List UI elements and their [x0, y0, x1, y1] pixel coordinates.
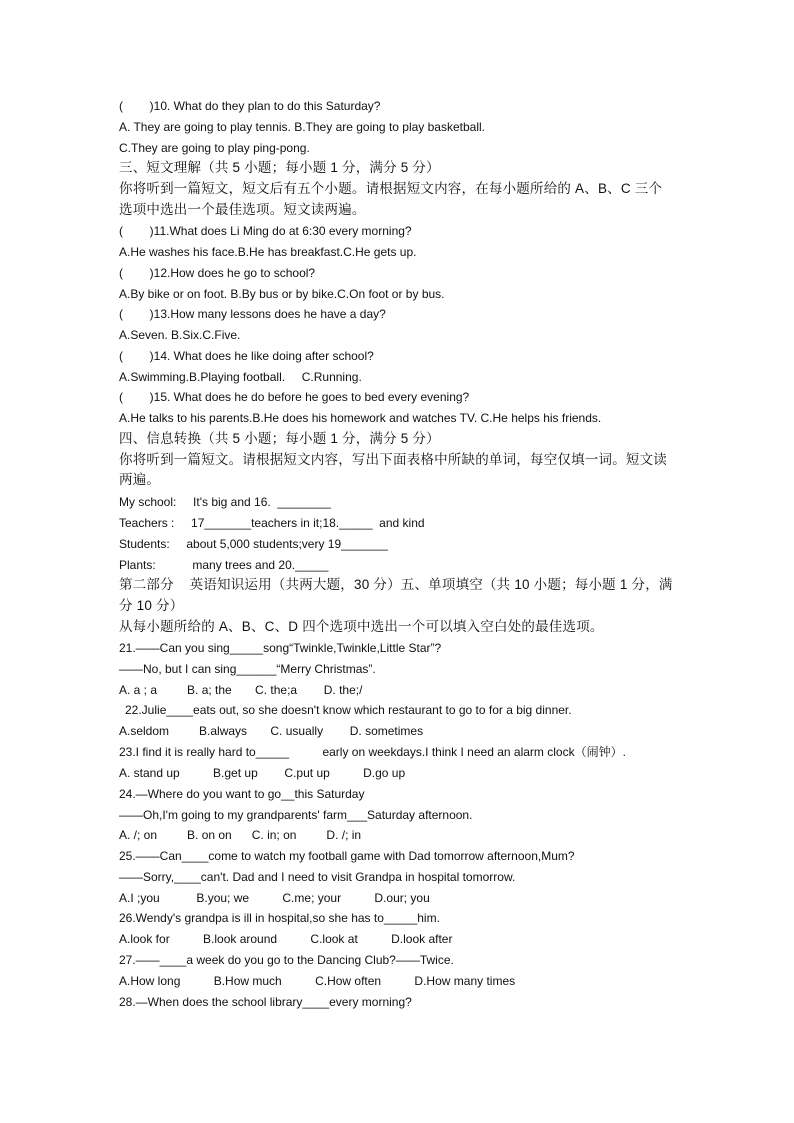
question-25: 25.——Can____come to watch my football game with Dad tomorrow afternoon,Mum? — [119, 849, 575, 863]
question-13: ( )13.How many lessons does he have a day? — [119, 307, 386, 321]
question-21-reply: ——No, but I can sing______“Merry Christmas”. — [119, 662, 376, 676]
question-23-options: A. stand up B.get up C.put up D.go up — [119, 766, 406, 780]
table-row-school: My school: It's big and 16. ________ — [119, 495, 331, 509]
question-10-options-ab: A. They are going to play tennis. B.They are going to play basketball. — [119, 120, 485, 134]
question-14: ( )14. What does he like doing after school? — [119, 349, 374, 363]
section-4-instructions: 你将听到一篇短文。请根据短文内容，写出下面表格中所缺的单词，每空仅填一词。短文读 — [119, 452, 667, 467]
question-15-options: A.He talks to his parents.B.He does his homework and watches TV. C.He helps his friends. — [119, 411, 602, 425]
question-14-options: A.Swimming.B.Playing football. C.Running. — [119, 370, 362, 384]
question-22-options: A.seldom B.always C. usually D. sometimes — [119, 724, 424, 738]
part-2-heading: 第二部分 英语知识运用（共两大题，30 分）五、单项填空（共 10 小题；每小题 1 分，满 — [119, 577, 673, 592]
question-10: ( )10. What do they plan to do this Saturday? — [119, 99, 381, 113]
question-22: 22.Julie____eats out, so she doesn't know which restaurant to go to for a big dinner. — [125, 703, 572, 717]
question-24: 24.—Where do you want to go__this Saturday — [119, 787, 365, 801]
table-row-plants: Plants: many trees and 20._____ — [119, 558, 329, 572]
section-3-instructions-cont: 选项中选出一个最佳选项。短文读两遍。 — [119, 202, 366, 217]
question-12: ( )12.How does he go to school? — [119, 266, 316, 280]
question-26-options: A.look for B.look around C.look at D.look after — [119, 932, 453, 946]
question-11-options: A.He washes his face.B.He has breakfast.C.He gets up. — [119, 245, 417, 259]
question-27-options: A.How long B.How much C.How often D.How many times — [119, 974, 516, 988]
question-11: ( )11.What does Li Ming do at 6:30 every morning? — [119, 224, 412, 238]
question-24-options: A. /; on B. on on C. in; on D. /; in — [119, 828, 362, 842]
section-3-instructions: 你将听到一篇短文，短文后有五个小题。请根据短文内容，在每小题所给的 A、B、C 三个 — [119, 181, 663, 196]
question-13-options: A.Seven. B.Six.C.Five. — [119, 328, 241, 342]
question-24-reply: ——Oh,I'm going to my grandparents' farm___Saturday afternoon. — [119, 808, 473, 822]
question-21-options: A. a ; a B. a; the C. the;a D. the;/ — [119, 683, 363, 697]
table-row-students: Students: about 5,000 students;very 19_______ — [119, 537, 388, 551]
question-21: 21.——Can you sing_____song“Twinkle,Twinkle,Little Star”? — [119, 641, 442, 655]
section-4-heading: 四、信息转换（共 5 小题；每小题 1 分，满分 5 分） — [119, 431, 440, 446]
section-5-instructions: 从每小题所给的 A、B、C、D 四个选项中选出一个可以填入空白处的最佳选项。 — [119, 619, 604, 634]
question-28: 28.—When does the school library____every morning? — [119, 995, 412, 1009]
question-25-options: A.I ;you B.you; we C.me; your D.our; you — [119, 891, 430, 905]
part-2-heading-cont: 分 10 分） — [119, 598, 184, 613]
question-27: 27.——____a week do you go to the Dancing Club?——Twice. — [119, 953, 454, 967]
question-25-reply: ——Sorry,____can't. Dad and I need to visit Grandpa in hospital tomorrow. — [119, 870, 516, 884]
question-10-option-c: C.They are going to play ping-pong. — [119, 141, 310, 155]
question-23: 23.I find it is really hard to_____ early on weekdays.I think I need an alarm clock（闹钟）. — [119, 745, 626, 759]
table-row-teachers: Teachers : 17_______teachers in it;18._____ and kind — [119, 516, 425, 530]
section-3-heading: 三、短文理解（共 5 小题；每小题 1 分，满分 5 分） — [119, 160, 440, 175]
section-4-instructions-cont: 两遍。 — [119, 472, 161, 487]
question-15: ( )15. What does he do before he goes to bed every evening? — [119, 390, 470, 404]
question-12-options: A.By bike or on foot. B.By bus or by bike.C.On foot or by bus. — [119, 287, 445, 301]
question-26: 26.Wendy's grandpa is ill in hospital,so she has to_____him. — [119, 911, 440, 925]
